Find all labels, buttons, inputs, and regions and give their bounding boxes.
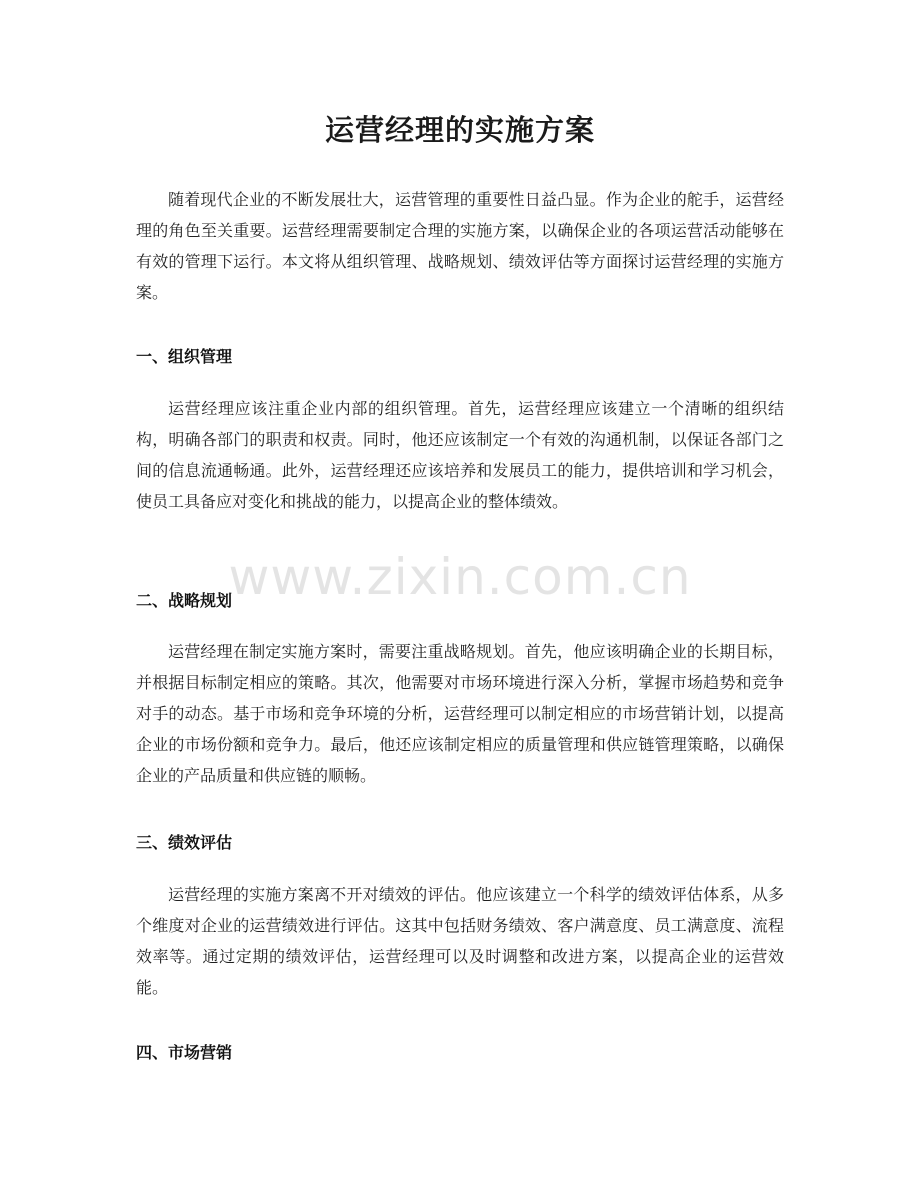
page-title: 运营经理的实施方案 xyxy=(324,113,595,147)
intro-paragraph: 随着现代企业的不断发展壮大，运营管理的重要性日益凸显。作为企业的舵手，运营经理的角色至关重要。运营经理需要制定合理的实施方案，以确保企业的各项运营活动能够在有效的管理下运行。本文将从组织管理、战略规划、绩效评估等方面探讨运营经理的实施方案。 xyxy=(136,190,784,302)
section-heading-performance: 三、绩效评估 xyxy=(136,833,233,852)
section-heading-organization: 一、组织管理 xyxy=(136,347,233,366)
section-heading-strategy: 二、战略规划 xyxy=(136,591,233,610)
section-heading-marketing: 四、市场营销 xyxy=(136,1043,233,1062)
section-body-strategy: 运营经理在制定实施方案时，需要注重战略规划。首先，他应该明确企业的长期目标，并根据目标制定相应的策略。其次，他需要对市场环境进行深入分析，掌握市场趋势和竞争对手的动态。基于市场和竞争环境的分析，运营经理可以制定相应的市场营销计划，以提高企业的市场份额和竞争力。最后，他还应该制定相应的质量管理和供应链管理策略，以确保企业的产品质量和供应链的顺畅。 xyxy=(136,642,784,785)
section-body-organization: 运营经理应该注重企业内部的组织管理。首先，运营经理应该建立一个清晰的组织结构，明确各部门的职责和权责。同时，他还应该制定一个有效的沟通机制，以保证各部门之间的信息流通畅通。此外，运营经理还应该培养和发展员工的能力，提供培训和学习机会，使员工具备应对变化和挑战的能力，以提高企业的整体绩效。 xyxy=(136,399,784,511)
watermark: www.zixin.com.cn xyxy=(228,548,692,606)
section-body-performance: 运营经理的实施方案离不开对绩效的评估。他应该建立一个科学的绩效评估体系，从多个维度对企业的运营绩效进行评估。这其中包括财务绩效、客户满意度、员工满意度、流程效率等。通过定期的绩效评估，运营经理可以及时调整和改进方案，以提高企业的运营效能。 xyxy=(136,885,784,997)
